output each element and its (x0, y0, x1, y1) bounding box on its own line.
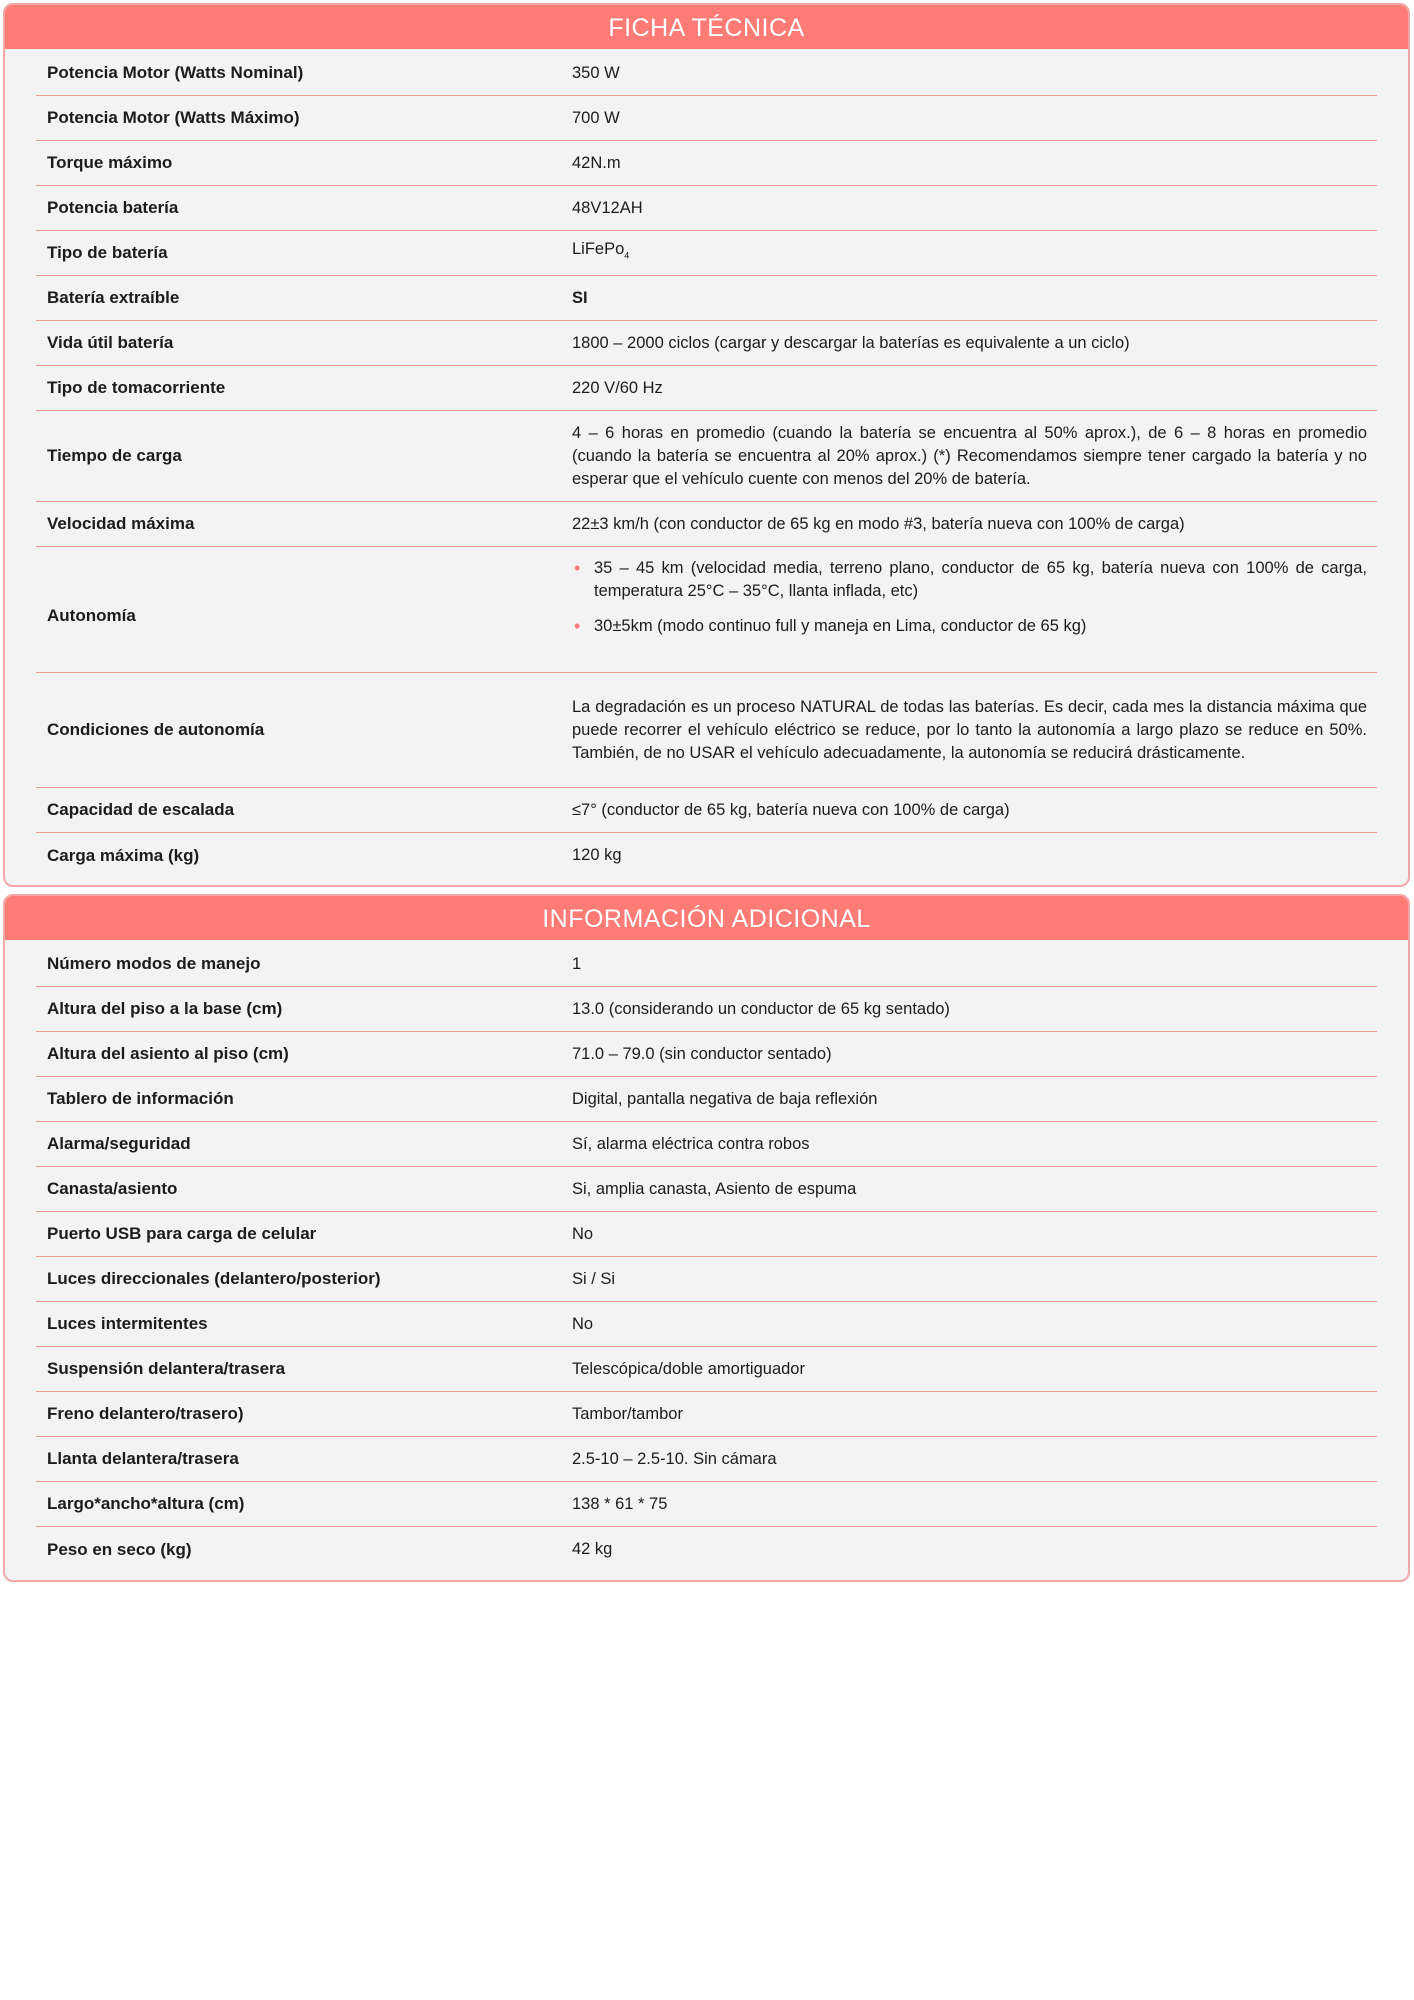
battery-type-text: LiFePo (572, 240, 625, 259)
info-value: No (572, 1314, 594, 1333)
spec-row (36, 833, 1377, 878)
spec-value (572, 238, 1377, 267)
spec-label: Torque máximo (47, 153, 173, 172)
spec-row (36, 788, 1377, 833)
spec-label: Potencia Motor (Watts Máximo) (47, 108, 300, 127)
list-item (572, 557, 1367, 603)
spec-row (36, 141, 1377, 186)
info-label: Llanta delantera/trasera (47, 1449, 239, 1468)
info-label: Tablero de información (47, 1089, 234, 1108)
battery-type-subscript: 4 (624, 250, 630, 261)
info-row (36, 1347, 1377, 1392)
spec-row (36, 231, 1377, 276)
info-label: Canasta/asiento (47, 1179, 178, 1198)
info-value: 13.0 (considerando un conductor de 65 kg sentado) (572, 999, 950, 1018)
spec-row (36, 186, 1377, 231)
info-value: 2.5-10 – 2.5-10. Sin cámara (572, 1449, 777, 1468)
spec-value: 4 – 6 horas en promedio (cuando la batería se encuentra al 50% aprox.), de 6 – 8 horas en promedio (cuando la batería se encuentra al 20% aprox.) (*) Recomendamos siempre tener cargado la batería y no esperar que el vehículo cuente con menos del 20% de batería. (572, 423, 1367, 488)
info-value: No (572, 1224, 594, 1243)
info-label: Peso en seco (kg) (47, 1539, 192, 1559)
info-label: Luces direccionales (delantero/posterior) (47, 1269, 381, 1288)
spec-label: Tipo de tomacorriente (47, 378, 226, 397)
spec-row (36, 411, 1377, 502)
spec-value: 48V12AH (572, 198, 643, 217)
spec-value: 1800 – 2000 ciclos (cargar y descargar la baterías es equivalente a un ciclo) (572, 333, 1130, 352)
spec-row (36, 502, 1377, 547)
spec-label: Potencia Motor (Watts Nominal) (47, 63, 304, 82)
info-value: Sí, alarma eléctrica contra robos (572, 1134, 810, 1153)
spec-value: 700 W (572, 108, 620, 127)
informacion-adicional-title: INFORMACIÓN ADICIONAL (5, 896, 1408, 940)
spec-value (572, 557, 1377, 638)
info-label: Número modos de manejo (47, 954, 261, 973)
spec-value: 120 kg (572, 846, 622, 864)
spec-row (36, 96, 1377, 141)
info-row (36, 1302, 1377, 1347)
info-value: Tambor/tambor (572, 1404, 683, 1423)
info-value: Si, amplia canasta, Asiento de espuma (572, 1179, 857, 1198)
list-item (572, 615, 1367, 638)
info-row (36, 1212, 1377, 1257)
info-label: Freno delantero/trasero) (47, 1404, 244, 1423)
spec-row (36, 51, 1377, 96)
spec-row (36, 276, 1377, 321)
spec-row (36, 547, 1377, 673)
ficha-tecnica-title: FICHA TÉCNICA (5, 5, 1408, 49)
info-row (36, 987, 1377, 1032)
spec-label: Autonomía (47, 606, 136, 625)
info-value: 42 kg (572, 1540, 613, 1558)
ficha-tecnica-panel (3, 3, 1410, 887)
spec-label: Vida útil batería (47, 333, 174, 352)
info-row (36, 1077, 1377, 1122)
spec-value: 42N.m (572, 153, 621, 172)
info-label: Alarma/seguridad (47, 1134, 191, 1153)
spec-value: La degradación es un proceso NATURAL de todas las baterías. Es decir, cada mes la distancia máxima que puede recorrer el vehículo eléctrico se reduce, por lo tanto la autonomía a largo plazo se reduce en 50%. También, de no USAR el vehículo adecuadamente, la autonomía se reducirá drásticamente. (572, 697, 1367, 762)
spec-value: 220 V/60 Hz (572, 378, 663, 397)
spec-row (36, 366, 1377, 411)
info-label: Luces intermitentes (47, 1314, 208, 1333)
info-row (36, 1122, 1377, 1167)
info-row (36, 1527, 1377, 1572)
info-row (36, 1167, 1377, 1212)
info-label: Altura del asiento al piso (cm) (47, 1044, 289, 1063)
spec-value: SI (572, 288, 588, 307)
info-label: Suspensión delantera/trasera (47, 1359, 286, 1378)
spec-value: 350 W (572, 63, 620, 82)
info-label: Altura del piso a la base (cm) (47, 999, 283, 1018)
info-row (36, 1437, 1377, 1482)
info-value: 1 (572, 954, 582, 973)
info-value: 138 * 61 * 75 (572, 1494, 668, 1513)
bullet-text: 30±5km (modo continuo full y maneja en Lima, conductor de 65 kg) (594, 617, 1087, 635)
informacion-adicional-panel (3, 894, 1410, 1582)
info-row (36, 942, 1377, 987)
info-label: Puerto USB para carga de celular (47, 1224, 317, 1243)
bullet-text: 35 – 45 km (velocidad media, terreno plano, conductor de 65 kg, batería nueva con 100% de carga, temperatura 25°C – 35°C, llanta inflada, etc) (594, 559, 1367, 600)
spec-label: Condiciones de autonomía (47, 720, 265, 739)
info-value: 71.0 – 79.0 (sin conductor sentado) (572, 1044, 832, 1063)
spec-label: Velocidad máxima (47, 514, 195, 533)
info-value: Si / Si (572, 1269, 616, 1288)
spec-label: Carga máxima (kg) (47, 845, 200, 865)
info-row (36, 1257, 1377, 1302)
spec-row (36, 673, 1377, 788)
info-row (36, 1482, 1377, 1527)
info-label: Largo*ancho*altura (cm) (47, 1494, 245, 1513)
informacion-adicional-rows (5, 940, 1408, 1572)
spec-label: Tipo de batería (47, 243, 168, 262)
info-value: Telescópica/doble amortiguador (572, 1359, 805, 1378)
ficha-tecnica-rows (5, 49, 1408, 878)
spec-label: Batería extraíble (47, 288, 180, 307)
info-row (36, 1032, 1377, 1077)
spec-row (36, 321, 1377, 366)
spec-value: ≤7° (conductor de 65 kg, batería nueva con 100% de carga) (572, 800, 1010, 819)
info-row (36, 1392, 1377, 1437)
spec-label: Tiempo de carga (47, 446, 182, 465)
spec-label: Potencia batería (47, 198, 179, 217)
bullet-dot-icon: • (574, 616, 581, 636)
bullet-dot-icon: • (574, 558, 581, 578)
autonomia-bullet-list (572, 557, 1367, 638)
spec-label: Capacidad de escalada (47, 800, 235, 819)
info-value: Digital, pantalla negativa de baja reflexión (572, 1089, 878, 1108)
spec-value: 22±3 km/h (con conductor de 65 kg en modo #3, batería nueva con 100% de carga) (572, 514, 1185, 533)
